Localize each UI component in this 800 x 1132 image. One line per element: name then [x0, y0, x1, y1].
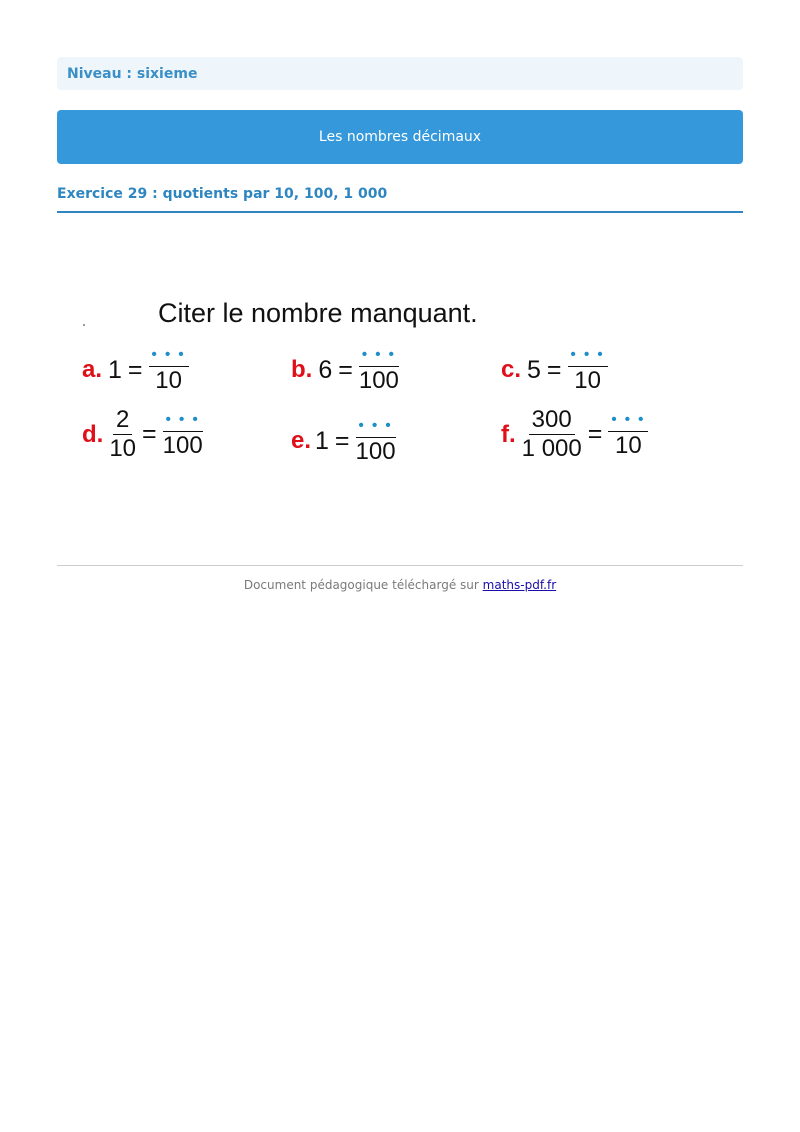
item-label: f. [501, 420, 516, 448]
missing-numerator: • • • [356, 418, 396, 438]
fraction [149, 347, 189, 393]
denominator: 1 000 [521, 435, 582, 462]
missing-numerator: • • • [359, 347, 399, 367]
footer-text: Document pédagogique téléchargé sur [243, 578, 479, 592]
item-value: 5 [527, 355, 541, 384]
fraction [359, 347, 399, 393]
equals-sign: = [142, 420, 157, 448]
item-label: b. [291, 356, 313, 383]
missing-numerator: • • • [608, 412, 648, 432]
equals-sign: = [127, 355, 143, 384]
footer [0, 578, 800, 592]
given-fraction [109, 408, 136, 461]
item-value: 1 [315, 426, 329, 455]
denominator: 10 [155, 367, 182, 394]
item-value: 1 [108, 355, 122, 384]
denominator: 100 [358, 367, 399, 394]
numerator: 2 [113, 408, 132, 435]
footer-divider [57, 565, 743, 566]
item-label: e. [291, 427, 312, 454]
item-f [501, 408, 648, 461]
item-c [501, 347, 608, 393]
numerator: 300 [529, 408, 575, 435]
denominator: 10 [109, 435, 137, 462]
missing-numerator: • • • [163, 412, 203, 432]
fraction [608, 412, 648, 458]
item-e [291, 418, 396, 464]
equals-sign: = [338, 355, 353, 384]
item-value: 6 [318, 355, 333, 384]
item-label: a. [82, 356, 103, 383]
exercise-title: Exercice 29 : quotients par 10, 100, 1 000 [57, 186, 743, 213]
fraction [163, 412, 203, 458]
denominator: 10 [574, 367, 601, 394]
exercise-content [0, 0, 800, 560]
item-label: c. [501, 356, 522, 383]
fraction [356, 418, 396, 464]
item-d [82, 408, 203, 461]
level-label: Niveau : sixieme [57, 57, 743, 90]
item-b [291, 347, 399, 393]
footer-link[interactable]: maths-pdf.fr [482, 578, 557, 592]
exercise-instruction: Citer le nombre manquant. [158, 298, 478, 328]
denominator: 100 [355, 438, 396, 465]
item-label: d. [82, 420, 104, 448]
item-a [82, 347, 189, 393]
denominator: 100 [162, 431, 203, 459]
given-fraction [522, 408, 582, 461]
denominator: 10 [615, 431, 642, 459]
equals-sign: = [587, 420, 603, 448]
fraction [568, 347, 608, 393]
equals-sign: = [546, 355, 562, 384]
scan-mark [83, 324, 85, 326]
missing-numerator: • • • [568, 347, 608, 367]
missing-numerator: • • • [149, 347, 189, 367]
chapter-banner: Les nombres décimaux [57, 110, 743, 164]
equals-sign: = [334, 426, 350, 455]
